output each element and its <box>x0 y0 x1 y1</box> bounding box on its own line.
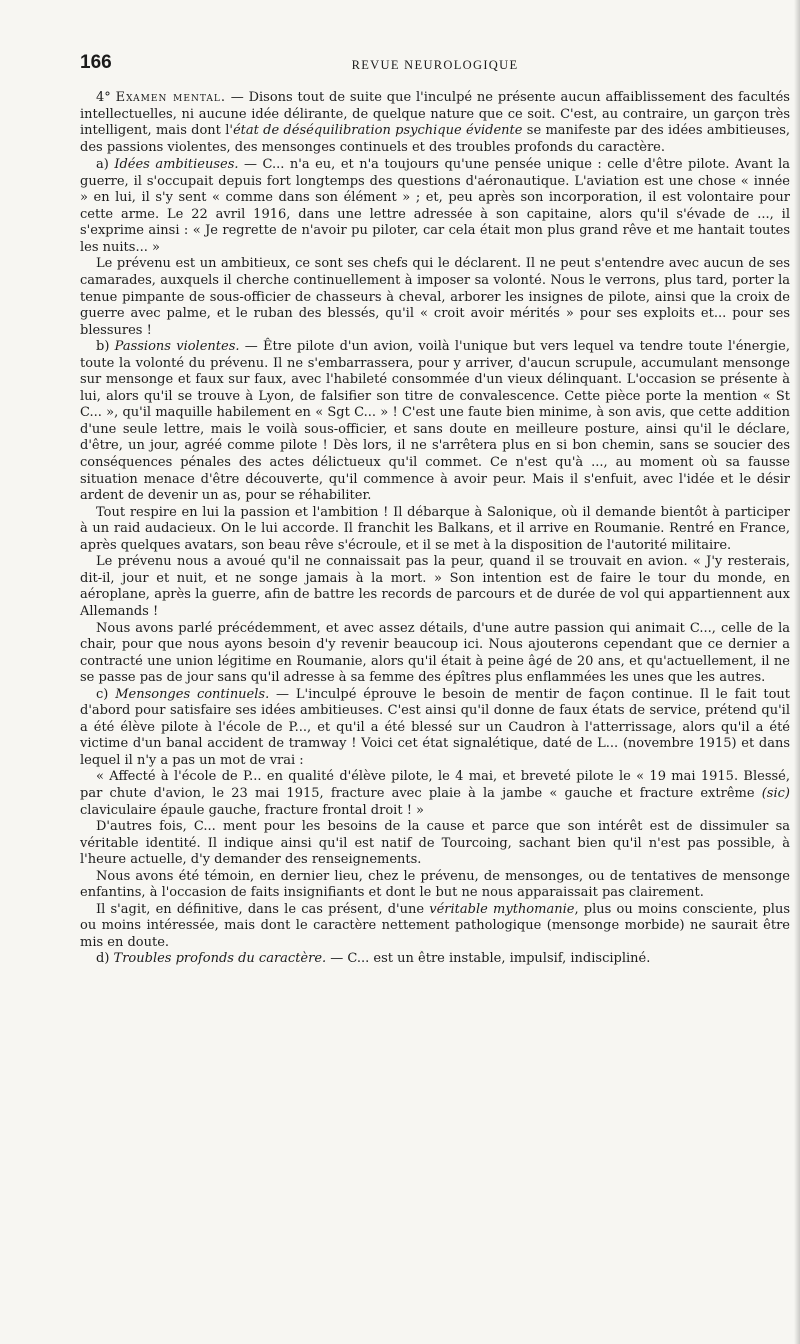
sic-marker: (sic) <box>761 785 790 801</box>
subsection-heading-mensonges-continuels: Mensonges continuels. <box>115 686 270 702</box>
page-edge-shadow <box>794 0 800 1344</box>
running-head: REVUE NEUROLOGIQUE <box>351 58 519 72</box>
page-number: 166 <box>80 52 112 73</box>
subsection-label: b) <box>96 339 115 355</box>
subsection-label: a) <box>96 157 115 173</box>
emphasis-text: état de déséquilibration psychique évidente <box>232 123 523 139</box>
paragraph-text: se manifeste par des idées ambitieuses, des passions violentes, des mensonges continuels et des troubles profonds du caractère. <box>80 123 791 155</box>
section-heading-examen-mental: Examen mental. <box>115 90 226 105</box>
paragraph-passions-violentes <box>80 339 790 504</box>
section-number: 4° <box>96 90 111 105</box>
paragraph-mensonges-continuels <box>80 687 790 770</box>
emphasis-text: véritable mythomanie <box>429 901 575 917</box>
paragraph-text: , plus ou moins consciente, plus ou moins intéressée, mais dont le caractère nettement pathologique (mensonge morbide) ne saurait être mis en doute. <box>80 901 790 950</box>
subsection-heading-idees-ambitieuses: Idées ambitieuses. <box>114 157 239 173</box>
paragraph-autres-fois: D'autres fois, C... ment pour les besoins de la cause et parce que son intérêt est de dissimuler sa véritable identité. Il indique ainsi qu'il est natif de Tourcoing, sachant bien qu'il n'est pas possible, à l'heure actuelle, d'y demander des renseignements. <box>80 819 790 868</box>
paragraph-text: — C... n'a eu, et n'a toujours qu'une pensée unique : celle d'être pilote. Avant la guerre, il s'occupait depuis fort longtemps des questions d'aéronautique. L'aviation est une chose « innée » en lui, il s'y sent « comme dans son élément » ; et, peu après son incorporation, il est volontaire pour cette arme. Le 22 avril 1916, dans une lettre adressée à son capitaine, alors qu'il s'évade de ..., il s'exprime ainsi : « Je regrette de n'avoir pu piloter, car cela était mon plus grand rêve et me hantait toutes les nuits... » <box>80 157 790 255</box>
journal-page <box>80 52 790 968</box>
subsection-heading-troubles-caractere: Troubles profonds du caractère. <box>113 951 327 967</box>
paragraph-prevenu-ambitieux: Le prévenu est un ambitieux, ce sont ses chefs qui le déclarent. Il ne peut s'entendre avec aucun de ses camarades, auxquels il cherche continuellement à imposer sa volonté. Nous le verrons, plus tard, porter la tenue pimpante de sous-officier de chasseurs à cheval, arborer les insignes de pilote, ainsi que la croix de guerre avec palme, et le ruban des blessés, qu'il « croit avoir mérités » pour ses exploits et... pour ses blessures ! <box>80 256 790 338</box>
paragraph-passion-chair: Nous avons parlé précédemment, et avec assez détails, d'une autre passion qui animait C..., celle de la chair, pour que nous ayons besoin d'y revenir beaucoup ici. Nous ajouterons cependant que ce dernier a contracté une union légitime en Roumanie, alors qu'il était à peine âgé de 20 ans, et qu'actuellement, il ne se passe pas de jour sans qu'il adresse à sa femme des épîtres plus enflammées les unes que les autres. <box>80 620 790 686</box>
paragraph-tout-respire: Tout respire en lui la passion et l'ambition ! Il débarque à Salonique, où il demande bientôt à participer à un raid audacieux. On le lui accorde. Il franchit les Balkans, et il arrive en Roumanie. Rentré en France, après quelques avatars, son beau rêve s'écroule, et il se met à la disposition de l'autorité militaire. <box>80 504 790 553</box>
paragraph-text: — C... est un être instable, impulsif, indiscipliné. <box>326 951 651 967</box>
paragraph-examen-mental <box>80 90 790 156</box>
paragraph-quotation <box>80 769 790 819</box>
paragraph-text: — Disons tout de suite que l'inculpé ne présente aucun affaiblissement des facultés intellectuelles, ni aucune idée délirante, de quelque nature que ce soit. C'est, au contraire, un garçon très intelligent, mais dont l' <box>80 90 790 139</box>
paragraph-text: — L'inculpé éprouve le besoin de mentir de façon continue. Il le fait tout d'abord pour satisfaire ses idées ambitieuses. C'est ainsi qu'il donne de faux états de service, prétend qu'il a été élève pilote à l'école de P..., et qu'il a été blessé sur un Caudron à l'atterrissage, alors qu'il a été victime d'un banal accident de tramway ! Voici cet état signalétique, daté de L... (novembre 1915) et dans lequel il n'y a pas un mot de vrai : <box>80 686 790 768</box>
paragraph-text: — Être pilote d'un avion, voilà l'unique but vers lequel va tendre toute l'énergie, toute la volonté du prévenu. Il ne s'embarrassera, pour y arriver, d'aucun scrupule, accumulant mensonge sur mensonge et faux sur faux, avec l'habileté consommée d'un vieux délinquant. L'occasion se présente à lui, alors qu'il se trouve à Lyon, de falsifier son titre de convalescence. Cette pièce porte la mention « St C... », qu'il maquille habilement en « Sgt C... » ! C'est une faute bien minime, à son avis, que cette addition d'une seule lettre, mais le voilà sous-officier, et sans doute en meilleure posture, ainsi qu'il le déclare, d'être, un jour, agréé comme pilote ! Dès lors, il ne s'arrêtera plus en si bon chemin, sans se soucier des conséquences pénales des actes délictueux qu'il commet. Ce n'est qu'à ..., au moment où sa fausse situation menace d'être découverte, qu'il commence à avoir peur. Mais il s'enfuit, avec l'idée et le désir ardent de devenir un as, pour se réhabiliter. <box>80 339 790 504</box>
subsection-label: c) <box>96 686 116 702</box>
paragraph-idees-ambitieuses <box>80 157 790 256</box>
paragraph-troubles-caractere <box>80 951 790 968</box>
subsection-label: d) <box>96 951 114 967</box>
quotation-text: « Affecté à l'école de P... en qualité d'élève pilote, le 4 mai, et breveté pilote le « 19 mai 1915. Blessé, par chute d'avion, le 23 mai 1915, fracture avec plaie à la jambe « gauche et fracture extrême <box>80 769 790 801</box>
quotation-text: claviculaire épaule gauche, fracture frontal droit ! » <box>80 802 424 818</box>
paragraph-temoin: Nous avons été témoin, en dernier lieu, chez le prévenu, de mensonges, ou de tentatives de mensonge enfantins, à l'occasion de faits insignifiants et dont le but ne nous apparaissait pas clairement. <box>80 868 790 901</box>
article-body <box>80 90 790 968</box>
subsection-heading-passions-violentes: Passions violentes. <box>114 339 240 355</box>
page-header <box>80 52 790 78</box>
paragraph-peur: Le prévenu nous a avoué qu'il ne connaissait pas la peur, quand il se trouvait en avion. « J'y resterais, dit-il, jour et nuit, et ne songe jamais à la mort. » Son intention est de faire le tour du monde, en aéroplane, après la guerre, afin de battre les records de parcours et de durée de vol qui appartiennent aux Allemands ! <box>80 554 790 619</box>
paragraph-mythomanie <box>80 902 790 952</box>
paragraph-text: Il s'agit, en définitive, dans le cas présent, d'une <box>96 901 430 917</box>
